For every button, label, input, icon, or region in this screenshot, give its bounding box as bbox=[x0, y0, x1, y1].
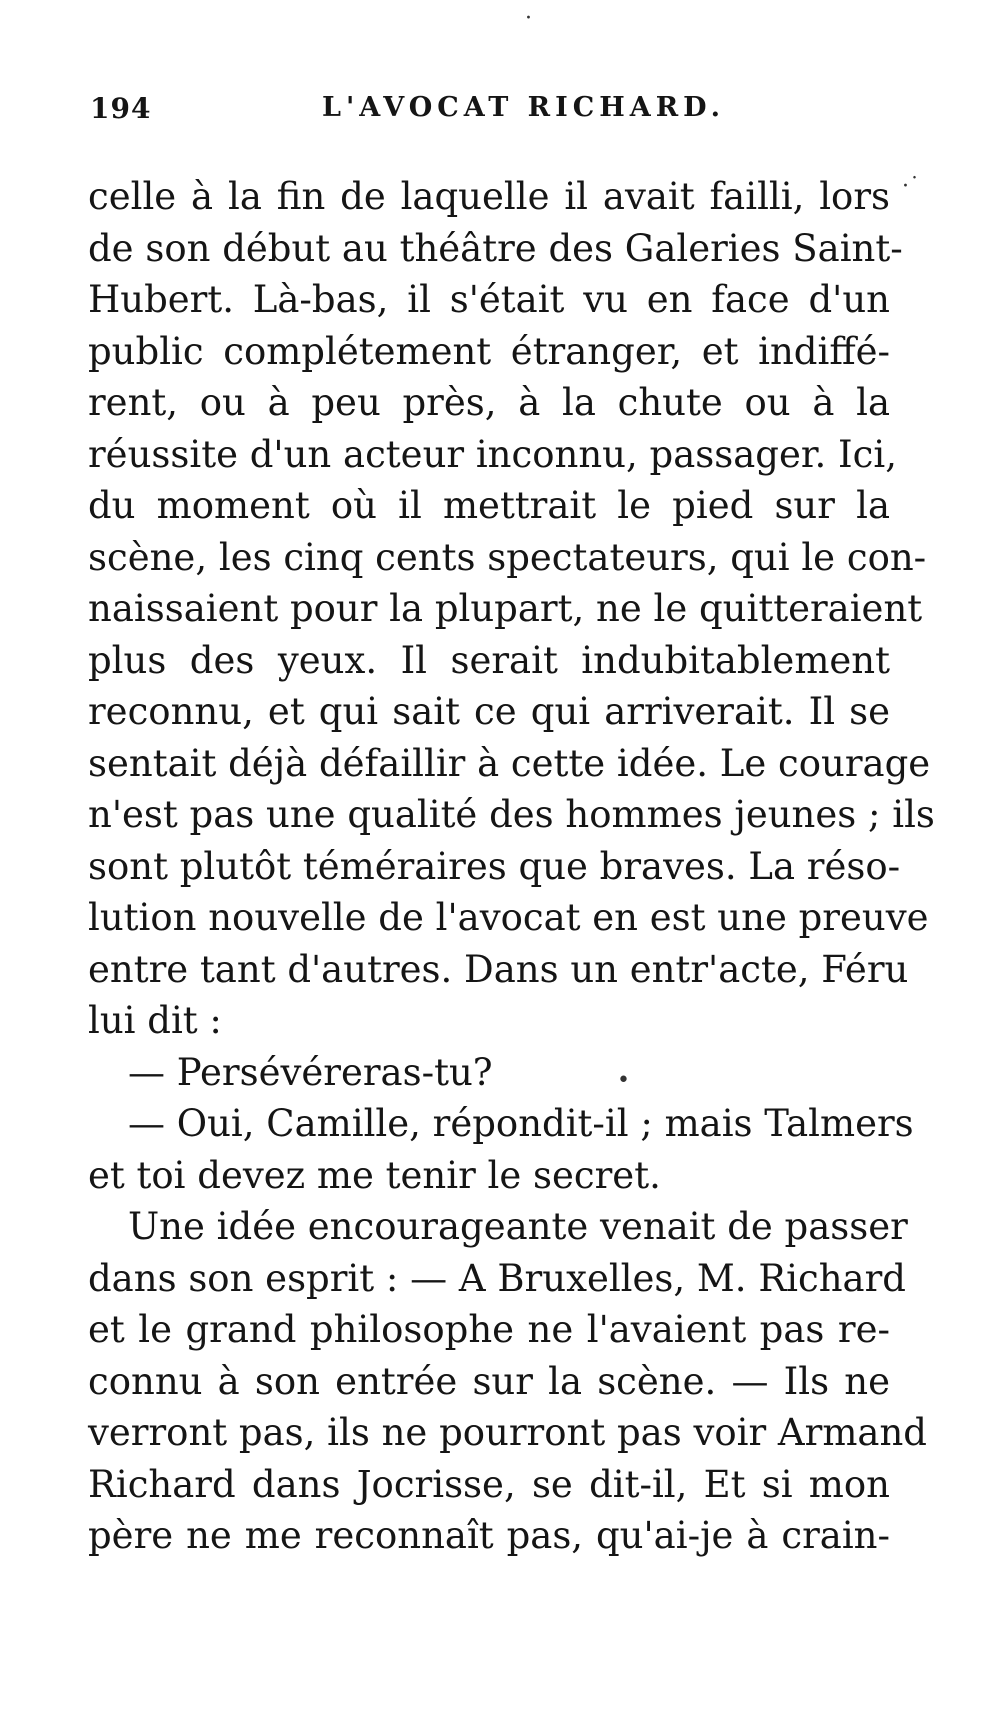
text-line: n'est pas une qualité des hommes jeunes ; ils bbox=[88, 793, 935, 836]
text-line: lui dit : bbox=[88, 999, 222, 1042]
text-line: Hubert. Là-bas, il s'était vu en face d'un bbox=[88, 278, 890, 321]
text-line: scène, les cinq cents spectateurs, qui le con- bbox=[88, 535, 927, 579]
text-line: et le grand philosophe ne l'avaient pas re- bbox=[88, 1308, 890, 1351]
print-speck: • bbox=[617, 1068, 630, 1093]
text-line: de son début au théâtre des Galeries Saint- bbox=[88, 226, 903, 270]
text-line: rent, ou à peu près, à la chute ou à la bbox=[88, 381, 890, 424]
text-line: public complétement étranger, et indiffé- bbox=[88, 329, 890, 373]
text-line: sont plutôt téméraires que braves. La réso- bbox=[88, 844, 901, 888]
text-line: père ne me reconnaît pas, qu'ai-je à crain- bbox=[88, 1514, 890, 1557]
text-line: Richard dans Jocrisse, se dit-il, Et si mon bbox=[88, 1462, 890, 1506]
text-line: verront pas, ils ne pourront pas voir Armand bbox=[88, 1411, 927, 1454]
dialogue-line: — Oui, Camille, répondit-il ; mais Talmers bbox=[128, 1102, 914, 1145]
text-line: du moment où il mettrait le pied sur la bbox=[88, 484, 890, 527]
text-line: sentait déjà défaillir à cette idée. Le courage bbox=[88, 741, 931, 785]
text-line: réussite d'un acteur inconnu, passager. Ici, bbox=[88, 432, 897, 476]
dialogue-line: — Persévéreras-tu? bbox=[128, 1050, 493, 1094]
text-line: lution nouvelle de l'avocat en est une preuve bbox=[88, 896, 929, 939]
text-line: dans son esprit : — A Bruxelles, M. Richard bbox=[88, 1256, 906, 1300]
running-title: L'AVOCAT RICHARD. bbox=[322, 92, 725, 123]
body-text bbox=[88, 171, 935, 1562]
print-speck: ·˙ bbox=[902, 174, 920, 199]
text-line: celle à la fin de laquelle il avait failli, lors bbox=[88, 175, 890, 218]
paragraph-start-line: Une idée encourageante venait de passer bbox=[128, 1205, 908, 1248]
print-speck: · bbox=[525, 6, 532, 31]
text-line: connu à son entrée sur la scène. — Ils ne bbox=[88, 1359, 890, 1403]
text-line: et toi devez me tenir le secret. bbox=[88, 1153, 661, 1197]
page-number: 194 bbox=[90, 92, 152, 125]
text-line: naissaient pour la plupart, ne le quitteraient bbox=[88, 587, 923, 630]
text-line: reconnu, et qui sait ce qui arriverait. Il se bbox=[88, 690, 890, 733]
text-line: entre tant d'autres. Dans un entr'acte, Féru bbox=[88, 947, 909, 991]
text-line: plus des yeux. Il serait indubitablement bbox=[88, 638, 890, 682]
page-header bbox=[90, 92, 890, 132]
